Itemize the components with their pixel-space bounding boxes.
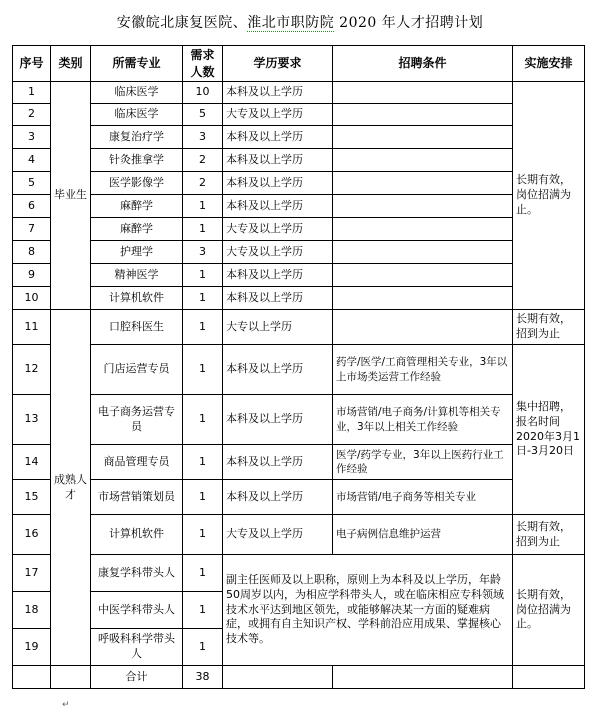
row-count: 2 [183, 149, 223, 172]
header-row [13, 46, 585, 82]
row-count: 1 [183, 218, 223, 241]
category-mature: 成熟人才 [51, 310, 91, 666]
row-number: 4 [13, 149, 51, 172]
row-major: 康复学科带头人 [91, 555, 183, 592]
row-condition [333, 218, 513, 241]
row-education: 本科及以上学历 [223, 480, 333, 515]
row-count: 1 [183, 480, 223, 515]
row-condition [333, 195, 513, 218]
row-count: 1 [183, 310, 223, 345]
table-row [13, 264, 585, 287]
row-major: 康复治疗学 [91, 126, 183, 149]
row-education: 大专及以上学历 [223, 218, 333, 241]
row-condition: 市场营销/电子商务/计算机等相关专业，3年以上相关工作经验 [333, 395, 513, 445]
row-major: 呼吸科科学带头人 [91, 629, 183, 666]
row-count: 2 [183, 172, 223, 195]
table-row [13, 345, 585, 395]
total-empty [223, 666, 333, 689]
row-major: 精神医学 [91, 264, 183, 287]
row-education: 大专及以上学历 [223, 515, 333, 555]
table-row [13, 218, 585, 241]
row-count: 3 [183, 126, 223, 149]
total-empty [13, 666, 51, 689]
table-row [13, 172, 585, 195]
plan-dental: 长期有效，招到为止 [513, 310, 585, 345]
row-count: 1 [183, 515, 223, 555]
row-condition [333, 104, 513, 126]
row-number: 18 [13, 592, 51, 629]
header-plan: 实施安排 [513, 46, 585, 82]
plan-centralized: 集中招聘，报名时间2020年3月1日-3月20日 [513, 345, 585, 515]
row-count: 1 [183, 345, 223, 395]
row-number: 8 [13, 241, 51, 264]
row-major: 门店运营专员 [91, 345, 183, 395]
row-number: 3 [13, 126, 51, 149]
row-count: 1 [183, 592, 223, 629]
table-row [13, 395, 585, 445]
header-conditions: 招聘条件 [333, 46, 513, 82]
header-no: 序号 [13, 46, 51, 82]
row-education: 本科及以上学历 [223, 287, 333, 310]
total-empty [333, 666, 513, 689]
table-row [13, 555, 585, 592]
row-major: 临床医学 [91, 104, 183, 126]
total-empty [513, 666, 585, 689]
row-major: 计算机软件 [91, 287, 183, 310]
row-condition [333, 126, 513, 149]
header-category: 类别 [51, 46, 91, 82]
total-value: 38 [183, 666, 223, 689]
row-number: 16 [13, 515, 51, 555]
paragraph-mark: ↵ [62, 700, 70, 710]
table-row [13, 195, 585, 218]
row-number: 11 [13, 310, 51, 345]
row-education: 本科及以上学历 [223, 345, 333, 395]
row-education: 本科及以上学历 [223, 172, 333, 195]
row-count: 1 [183, 395, 223, 445]
total-label: 合计 [91, 666, 183, 689]
row-education: 大专及以上学历 [223, 104, 333, 126]
total-empty [51, 666, 91, 689]
row-major: 临床医学 [91, 82, 183, 104]
row-condition: 市场营销/电子商务等相关专业 [333, 480, 513, 515]
row-count: 1 [183, 629, 223, 666]
plan-software: 长期有效，招到为止 [513, 515, 585, 555]
row-major: 麻醉学 [91, 218, 183, 241]
row-major: 麻醉学 [91, 195, 183, 218]
table-row [13, 480, 585, 515]
table-row [13, 241, 585, 264]
row-major: 中医学科带头人 [91, 592, 183, 629]
row-condition [333, 310, 513, 345]
plan-leaders: 长期有效，岗位招满为止。 [513, 555, 585, 666]
row-count: 1 [183, 445, 223, 480]
row-major: 商品管理专员 [91, 445, 183, 480]
row-number: 5 [13, 172, 51, 195]
header-number: 需求人数 [183, 46, 223, 82]
row-major: 口腔科医生 [91, 310, 183, 345]
row-condition: 医学/药学专业，3年以上医药行业工作经验 [333, 445, 513, 480]
row-condition [333, 149, 513, 172]
row-number: 10 [13, 287, 51, 310]
row-count: 5 [183, 104, 223, 126]
table-row [13, 82, 585, 104]
row-condition [333, 82, 513, 104]
row-number: 7 [13, 218, 51, 241]
recruitment-table [12, 45, 585, 689]
table-row [13, 126, 585, 149]
row-major: 护理学 [91, 241, 183, 264]
table-row [13, 310, 585, 345]
row-education: 本科及以上学历 [223, 195, 333, 218]
row-count: 1 [183, 264, 223, 287]
row-count: 1 [183, 287, 223, 310]
table-row [13, 445, 585, 480]
row-number: 9 [13, 264, 51, 287]
row-education: 本科及以上学历 [223, 445, 333, 480]
page-title: 安徽皖北康复医院、淮北市职防院 2020 年人才招聘计划 [116, 15, 484, 31]
row-education: 本科及以上学历 [223, 82, 333, 104]
row-condition: 电子病例信息维护运营 [333, 515, 513, 555]
row-major: 针灸推拿学 [91, 149, 183, 172]
row-number: 14 [13, 445, 51, 480]
header-education: 学历要求 [223, 46, 333, 82]
row-count: 1 [183, 555, 223, 592]
row-number: 1 [13, 82, 51, 104]
row-major: 市场营销策划员 [91, 480, 183, 515]
row-count: 3 [183, 241, 223, 264]
row-major: 计算机软件 [91, 515, 183, 555]
row-number: 12 [13, 345, 51, 395]
row-condition [333, 287, 513, 310]
row-education: 本科及以上学历 [223, 395, 333, 445]
row-condition [333, 241, 513, 264]
table-row [13, 104, 585, 126]
table-row [13, 287, 585, 310]
category-graduate: 毕业生 [51, 82, 91, 310]
row-education: 本科及以上学历 [223, 126, 333, 149]
row-condition: 药学/医学/工商管理相关专业，3年以上市场类运营工作经验 [333, 345, 513, 395]
row-education: 本科及以上学历 [223, 149, 333, 172]
row-number: 15 [13, 480, 51, 515]
total-row [13, 666, 585, 689]
leader-condition: 副主任医师及以上职称，原则上为本科及以上学历，年龄50周岁以内，为相应学科带头人，或在临床相应专科领域技术水平达到地区领先，或能够解决某一方面的疑难病症，或拥有自主知识产权、学科前沿应用成果、掌握核心技术等。 [223, 555, 513, 666]
row-number: 19 [13, 629, 51, 666]
row-number: 2 [13, 104, 51, 126]
row-condition [333, 264, 513, 287]
row-number: 17 [13, 555, 51, 592]
row-major: 医学影像学 [91, 172, 183, 195]
row-education: 大专以上学历 [223, 310, 333, 345]
plan-graduate: 长期有效，岗位招满为止。 [513, 82, 585, 310]
row-number: 13 [13, 395, 51, 445]
row-education: 大专及以上学历 [223, 241, 333, 264]
table-row [13, 515, 585, 555]
table-row [13, 149, 585, 172]
row-major: 电子商务运营专员 [91, 395, 183, 445]
header-major: 所需专业 [91, 46, 183, 82]
row-number: 6 [13, 195, 51, 218]
row-count: 1 [183, 195, 223, 218]
row-education: 本科及以上学历 [223, 264, 333, 287]
row-count: 10 [183, 82, 223, 104]
row-condition [333, 172, 513, 195]
